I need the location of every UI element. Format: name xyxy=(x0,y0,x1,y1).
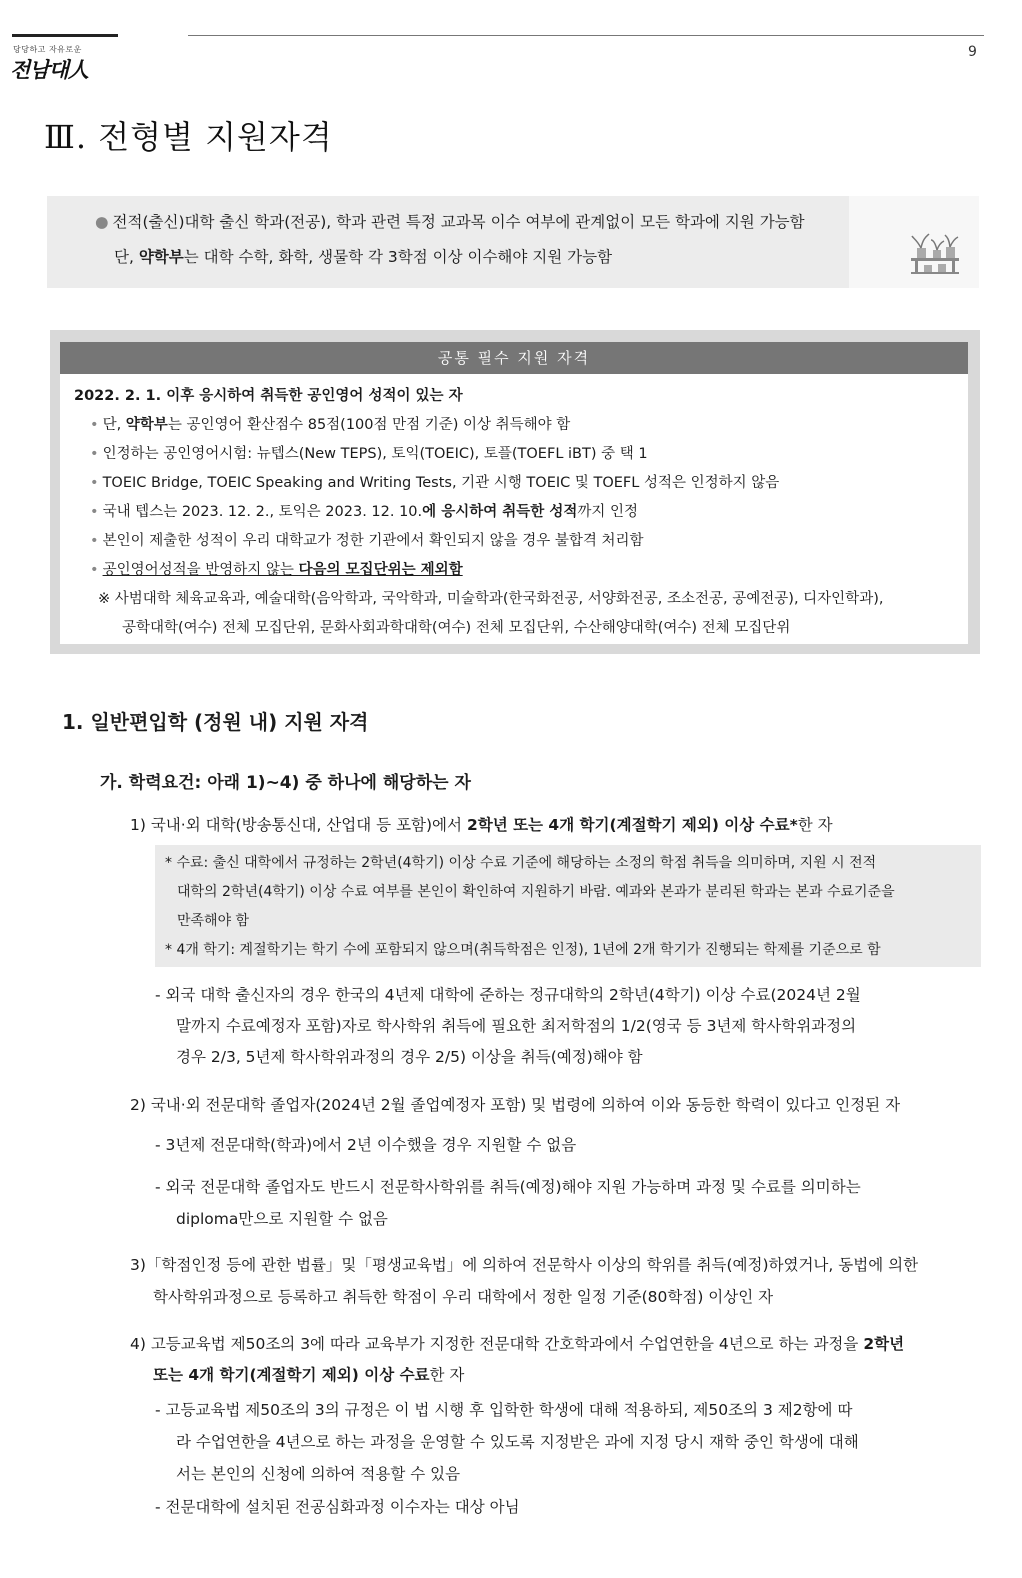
requirement-4-dash-1-line-2: 라 수업연한을 4년으로 하는 과정을 운영할 수 있도록 지정받은 과에 지정 당시 재학 중인 학생에 대해 xyxy=(176,1433,859,1451)
requirement-4-dash-2: - 전문대학에 설치된 전공심화과정 이수자는 대상 아님 xyxy=(155,1498,520,1516)
title-roman-numeral: Ⅲ. xyxy=(44,118,88,156)
common-item-1: • 단, 약학부는 공인영어 환산점수 85점(100점 만점 기준) 이상 취득해야 함 xyxy=(90,417,571,433)
common-item-6: • 공인영어성적을 반영하지 않는 다음의 모집단위는 제외함 xyxy=(90,562,463,578)
requirement-3-line-2: 학사학위과정으로 등록하고 취득한 학점이 우리 대학에서 정한 일정 기준(80학점) 이상인 자 xyxy=(153,1288,774,1306)
requirement-2-dash-2-line-2: diploma만으로 지원할 수 없음 xyxy=(176,1210,388,1228)
bullet-icon: • xyxy=(90,504,99,520)
bullet-icon: • xyxy=(90,446,99,462)
section-heading: 1. 일반편입학 (정원 내) 지원 자격 xyxy=(62,710,369,734)
common-item-5: • 본인이 제출한 성적이 우리 대학교가 정한 기관에서 확인되지 않을 경우 불합격 처리함 xyxy=(90,533,644,549)
requirement-3-line-1: 3)「학점인정 등에 관한 법률」및「평생교육법」에 의하여 전문학사 이상의 학위를 취득(예정)하였거나, 동법에 의한 xyxy=(130,1256,919,1274)
requirement-4-line-2: 또는 4개 학기(계절학기 제외) 이상 수료한 자 xyxy=(153,1366,465,1384)
footnote-1-line-1: * 수료: 출신 대학에서 규정하는 2학년(4학기) 이상 수료 기준에 해당하는 소정의 학점 취득을 의미하며, 지원 시 전적 xyxy=(165,855,877,871)
common-item-2: • 인정하는 공인영어시험: 뉴텝스(New TEPS), 토익(TOEIC), 토플(TOEFL iBT) 중 택 1 xyxy=(90,446,648,462)
common-main-requirement: 2022. 2. 1. 이후 응시하여 취득한 공인영어 성적이 있는 자 xyxy=(74,388,463,404)
common-item-3: • TOEIC Bridge, TOEIC Speaking and Writing Tests, 기관 시행 TOEIC 및 TOEFL 성적은 인정하지 않음 xyxy=(90,475,780,491)
notice-box xyxy=(47,196,979,288)
bullet-icon: • xyxy=(90,562,99,578)
logo-tagline: 당당하고 자유로운 xyxy=(13,45,82,54)
requirement-1-dash-line-1: - 외국 대학 출신자의 경우 한국의 4년제 대학에 준하는 정규대학의 2학년(4학기) 이상 수료(2024년 2월 xyxy=(155,986,861,1004)
page-number: 9 xyxy=(968,44,977,60)
bullet-icon: • xyxy=(90,417,99,433)
requirement-1: 1) 국내·외 대학(방송통신대, 산업대 등 포함)에서 2학년 또는 4개 학기(계절학기 제외) 이상 수료*한 자 xyxy=(130,816,833,834)
page-title xyxy=(44,112,333,158)
requirement-2-dash-2-line-1: - 외국 전문대학 졸업자도 반드시 전문학사학위를 취득(예정)해야 지원 가능하며 과정 및 수료를 의미하는 xyxy=(155,1178,861,1196)
common-item-4: • 국내 텝스는 2023. 12. 2., 토익은 2023. 12. 10.에 응시하여 취득한 성적까지 인정 xyxy=(90,504,638,520)
common-requirements-inner xyxy=(60,342,968,644)
header-left-bar xyxy=(12,34,118,37)
header-rule xyxy=(188,35,984,36)
sub-heading: 가. 학력요건: 아래 1)~4) 중 하나에 해당하는 자 xyxy=(100,773,471,793)
university-logo: 전남대人 xyxy=(10,57,88,82)
bullet-icon: • xyxy=(90,475,99,491)
footnote-box xyxy=(155,845,981,967)
notice-line-1: ● 전적(출신)대학 출신 학과(전공), 학과 관련 특정 교과목 이수 여부에 관계없이 모든 학과에 지원 가능함 xyxy=(95,213,805,231)
footnote-1-line-2: 대학의 2학년(4학기) 이상 수료 여부를 본인이 확인하여 지원하기 바람. 예과와 본과가 분리된 학과는 본과 수료기준을 xyxy=(177,884,895,900)
common-requirements-header: 공통 필수 지원 자격 xyxy=(60,342,968,374)
requirement-2-dash-1: - 3년제 전문대학(학과)에서 2년 이수했을 경우 지원할 수 없음 xyxy=(155,1136,577,1154)
notice-line-2: 단, 약학부는 대학 수학, 화학, 생물학 각 3학점 이상 이수해야 지원 가능함 xyxy=(114,248,613,266)
bullet-icon: ● xyxy=(95,213,109,231)
plant-shelf-icon xyxy=(909,232,961,276)
excluded-units-line-1: ※ 사범대학 체육교육과, 예술대학(음악학과, 국악학과, 미술학과(한국화전공, 서양화전공, 조소전공, 공예전공), 디자인학과), xyxy=(98,591,884,607)
excluded-units-line-2: 공학대학(여수) 전체 모집단위, 문화사회과학대학(여수) 전체 모집단위, 수산해양대학(여수) 전체 모집단위 xyxy=(122,620,791,636)
requirement-1-dash-line-3: 경우 2/3, 5년제 학사학위과정의 경우 2/5) 이상을 취득(예정)해야 함 xyxy=(176,1048,643,1066)
requirement-2: 2) 국내·외 전문대학 졸업자(2024년 2월 졸업예정자 포함) 및 법령에 의하여 이와 동등한 학력이 있다고 인정된 자 xyxy=(130,1096,901,1114)
footnote-1-line-3: 만족해야 함 xyxy=(177,913,250,929)
title-text: 전형별 지원자격 xyxy=(98,118,333,156)
requirement-4-line-1: 4) 고등교육법 제50조의 3에 따라 교육부가 지정한 전문대학 간호학과에서 수업연한을 4년으로 하는 과정을 2학년 xyxy=(130,1335,905,1353)
footnote-2: * 4개 학기: 계절학기는 학기 수에 포함되지 않으며(취득학점은 인정), 1년에 2개 학기가 진행되는 학제를 기준으로 함 xyxy=(165,942,881,958)
common-requirements-box xyxy=(50,330,980,654)
requirement-4-dash-1-line-1: - 고등교육법 제50조의 3의 규정은 이 법 시행 후 입학한 학생에 대해 적용하되, 제50조의 3 제2항에 따 xyxy=(155,1401,853,1419)
requirement-1-dash-line-2: 말까지 수료예정자 포함)자로 학사학위 취득에 필요한 최저학점의 1/2(영국 등 3년제 학사학위과정의 xyxy=(176,1017,857,1035)
requirement-4-dash-1-line-3: 서는 본인의 신청에 의하여 적용할 수 있음 xyxy=(176,1465,461,1483)
bullet-icon: • xyxy=(90,533,99,549)
